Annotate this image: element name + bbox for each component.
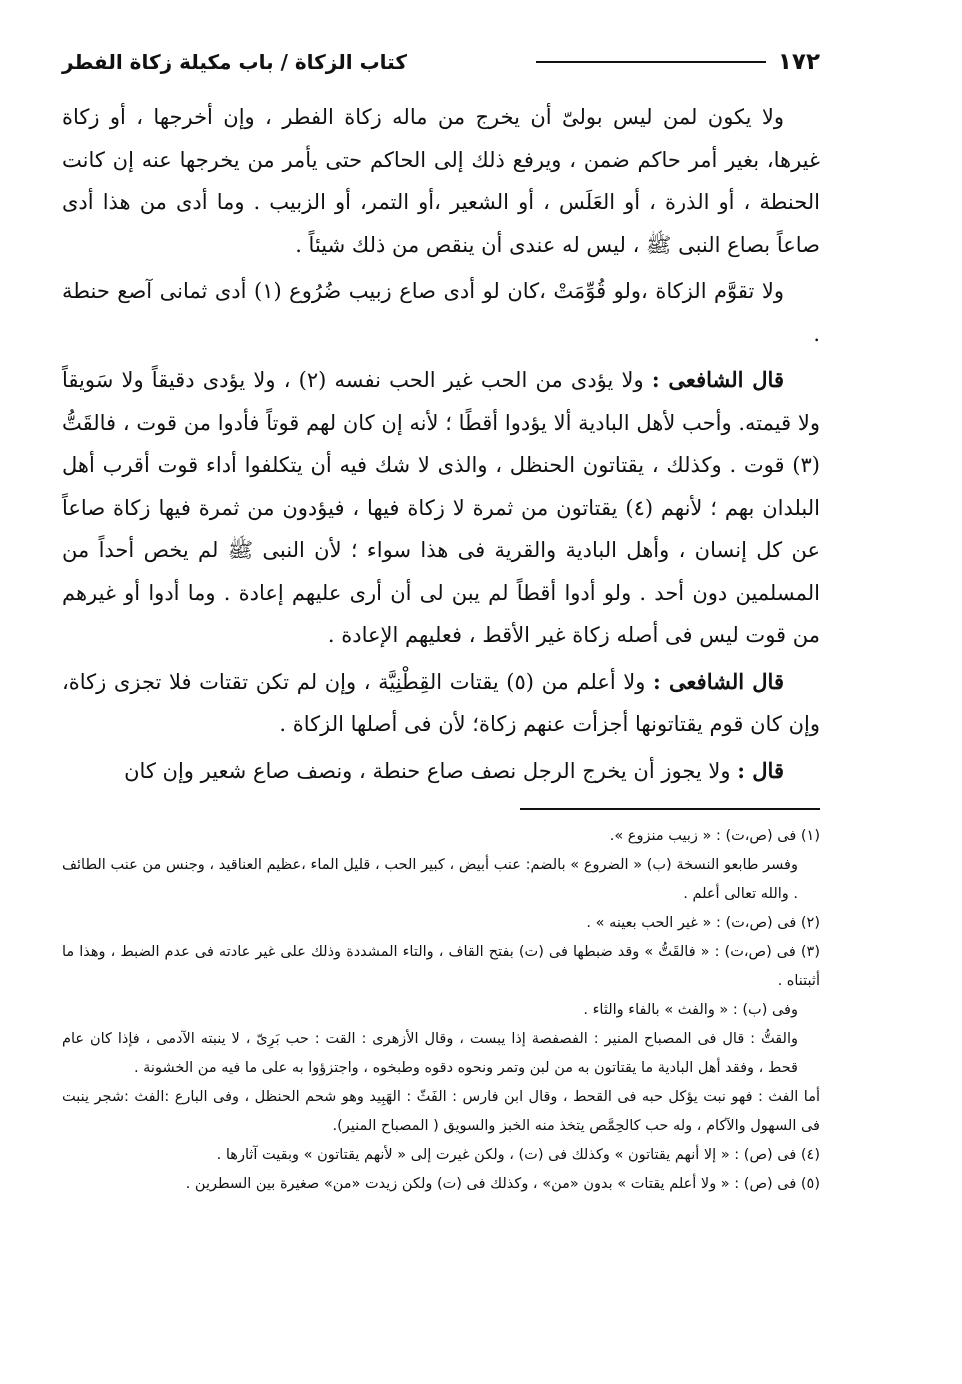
header-rule <box>536 61 766 63</box>
footnote: (٤) فى (ص) : « إلا أنهم يقتاتون » وكذلك فى (ت) ، ولكن غيرت إلى « لأنهم يقتاتون » وبقيت آثارها . <box>216 1147 820 1163</box>
running-header <box>62 40 820 84</box>
paragraph-text: ولا يجوز أن يخرج الرجل نصف صاع حنطة ، ونصف صاع شعير وإن كان <box>124 758 738 783</box>
footnote: (٢) فى (ص،ت) : « غير الحب بعينه » . <box>586 915 820 931</box>
header-title: كتاب الزكاة / باب مكيلة زكاة الفطر <box>62 50 407 74</box>
footnote: (٥) فى (ص) : « ولا أعلم يقتات » بدون «من» ، وكذلك فى (ت) ولكن زيدت «من» صغيرة بين السطرين . <box>185 1176 820 1192</box>
page-number: ١٧٢ <box>777 49 820 75</box>
speaker-label: قال الشافعى : <box>653 668 784 694</box>
paragraph-text: ولا يكون لمن ليس بولىّ أن يخرج من ماله زكاة الفطر ، وإن أخرجها ، أو زكاة غيرها، بغير أمر حاكم ضمن ، ويرفع ذلك إلى الحاكم حتى يأمر من يخرجها عنه إن كانت الحنطة ، أو الذرة ، أو العَلَس ، أو الشعير ،أو التمر، أو الزبيب . وما أدى من هذا أدى صاعاً بصاع النبى ﷺ ، ليس له عندى أن ينقص من ذلك شيئاً . <box>62 105 820 257</box>
paragraph <box>62 270 820 355</box>
paragraph <box>62 359 820 657</box>
footnote: والقتُّ : قال فى المصباح المنير : الفصفصة إذا يبست ، وقال الأزهرى : القت : حب بَرِىّ ، لا ينبته الآدمى ، فإذا كان عام قحط ، وفقد أهل البادية ما يقتاتون به من لبن وتمر ونحوه دقوه وطبخوه ، واجتزؤوا به على ما فيه من الخشونة . <box>62 1031 798 1076</box>
paragraph-text: ولا يؤدى من الحب غير الحب نفسه (٢) ، ولا يؤدى دقيقاً ولا سَويقاً ولا قيمته. وأحب لأهل البادية ألا يؤدوا أقطًا ؛ لأنه إن كان لهم قوتاً فأدوا من قوت ، فالقَتُّ (٣) قوت . وكذلك ، يقتاتون الحنظل ، والذى لا شك فيه أن يتكلفوا أداء قوت أقرب أهل البلدان بهم ؛ لأنهم (٤) يقتاتون من ثمرة لا زكاة فيها ، فيؤدون من ثمرة فيها زكاة صاعاً عن كل إنسان ، وأهل البادية والقرية فى هذا سواء ؛ لأن النبى ﷺ لم يخص أحداً من المسلمين دون أحد . ولو أدوا أقطاً لم يبن لى أن أرى عليهم إعادة . وما أدوا أو غيرهم من قوت ليس فى أصله زكاة غير الأقط ، فعليهم الإعادة . <box>62 368 820 647</box>
footnote: (٣) فى (ص،ت) : « فالقَتُّ » وقد ضبطها فى (ت) بفتح القاف ، والتاء المشددة وذلك على غير عادته فى عدم الضبط ، وهذا ما أثبتناه . <box>62 944 820 989</box>
book-page <box>62 40 820 1199</box>
footnotes <box>62 822 820 1199</box>
paragraph <box>62 750 820 793</box>
speaker-label: قال الشافعى : <box>651 367 784 392</box>
main-text <box>62 96 820 792</box>
footnote: (١) فى (ص،ت) : « زبيب منزوع ». <box>609 828 820 844</box>
speaker-label: قال : <box>737 757 784 783</box>
footnote: أما الفث : فهو نبت يؤكل حبه فى القحط ، وقال ابن فارس : الفَثّ : الهَبِيد وهو شحم الحنظل ، وفى البارع :الفث :شجر ينبت فى السهول والآكام ، وله حب كالحِمَّص يتخذ منه الخبز والسويق ( المصباح المنير). <box>62 1089 820 1134</box>
footnote: وفسر طابعو النسخة (ب) « الضروع » بالضم: عنب أبيض ، كبير الحب ، قليل الماء ،عظيم العناقيد ، وجنس من عنب الطائف . والله تعالى أعلم . <box>62 857 798 902</box>
paragraph <box>62 661 820 746</box>
paragraph <box>62 96 820 266</box>
footnote-separator <box>520 808 820 810</box>
paragraph-text: ولا أعلم من (٥) يقتات القِطْنِيَّة ، وإن لم تكن تقتات فلا تجزى زكاة، وإن كان قوم يقتاتونها أجزأت عنهم زكاة؛ لأن فى أصلها الزكاة . <box>62 669 820 736</box>
paragraph-text: ولا تقوَّم الزكاة ،ولو قُوِّمَتْ ،كان لو أدى صاع زبيب ضُرُوع (١) أدى ثمانى آصع حنطة . <box>62 279 820 346</box>
footnote: وفى (ب) : « والفث » بالفاء والثاء . <box>583 1002 798 1018</box>
